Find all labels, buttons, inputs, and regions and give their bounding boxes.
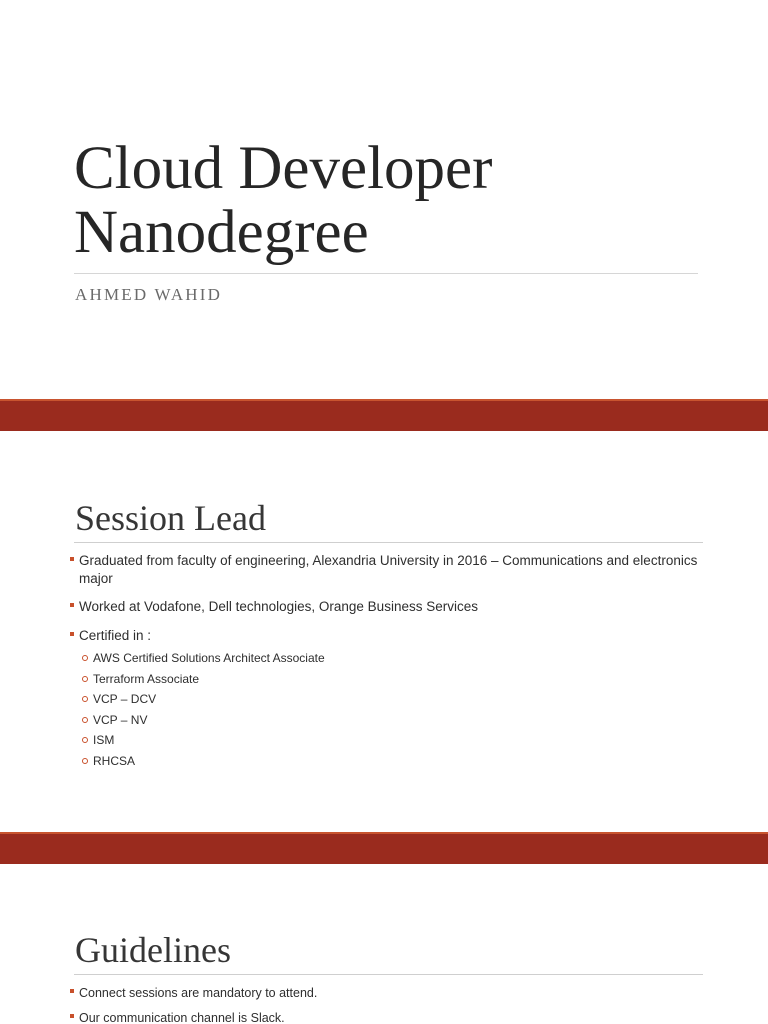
list-item-text: Connect sessions are mandatory to attend.	[79, 986, 318, 1000]
circle-bullet-icon	[82, 655, 88, 661]
slide-separator-band	[0, 832, 768, 864]
circle-bullet-icon	[82, 717, 88, 723]
certification-text: Terraform Associate	[93, 671, 200, 686]
circle-bullet-icon	[82, 676, 88, 682]
certification-text: VCP – DCV	[93, 692, 157, 706]
bullet-list	[69, 552, 699, 771]
title-divider	[74, 273, 698, 274]
title-divider	[74, 974, 703, 975]
certification-item	[79, 689, 699, 710]
certification-item	[79, 669, 699, 690]
certification-text: AWS Certified Solutions Architect Associate	[93, 651, 325, 665]
square-bullet-icon	[70, 1014, 74, 1018]
presenter-name: AHMED WAHID	[75, 285, 223, 304]
list-item	[69, 598, 699, 616]
square-bullet-icon	[70, 603, 74, 607]
slide-separator-band	[0, 399, 768, 431]
list-item-text: Our communication channel is Slack.	[79, 1011, 285, 1024]
certification-text: ISM	[93, 733, 115, 747]
list-item	[69, 627, 699, 771]
bullet-list	[69, 984, 699, 1024]
title-divider	[74, 542, 703, 543]
slide-title: Guidelines	[75, 930, 231, 970]
certification-item	[79, 730, 699, 751]
certification-item	[79, 710, 699, 731]
square-bullet-icon	[70, 557, 74, 561]
certification-text: RHCSA	[93, 753, 136, 768]
circle-bullet-icon	[82, 737, 88, 743]
square-bullet-icon	[70, 989, 74, 993]
circle-bullet-icon	[82, 758, 88, 764]
guidelines-slide	[0, 865, 768, 1024]
certification-item	[79, 648, 699, 669]
session-lead-slide	[0, 433, 768, 830]
certification-item	[79, 751, 699, 772]
list-item-text: Graduated from faculty of engineering, Alexandria University in 2016 – Communications and electronics major	[79, 553, 698, 586]
certification-text: VCP – NV	[93, 712, 148, 727]
circle-bullet-icon	[82, 696, 88, 702]
list-item-text: Worked at Vodafone, Dell technologies, Orange Business Services	[79, 599, 478, 614]
list-item	[69, 984, 699, 1002]
square-bullet-icon	[70, 632, 74, 636]
title-slide	[0, 0, 768, 399]
slide-title: Session Lead	[75, 498, 266, 538]
list-item-text: Certified in :	[79, 628, 152, 643]
list-item	[69, 552, 699, 588]
list-item	[69, 1009, 699, 1024]
presentation-title: Cloud Developer Nanodegree	[74, 135, 493, 266]
certification-list	[79, 648, 699, 771]
